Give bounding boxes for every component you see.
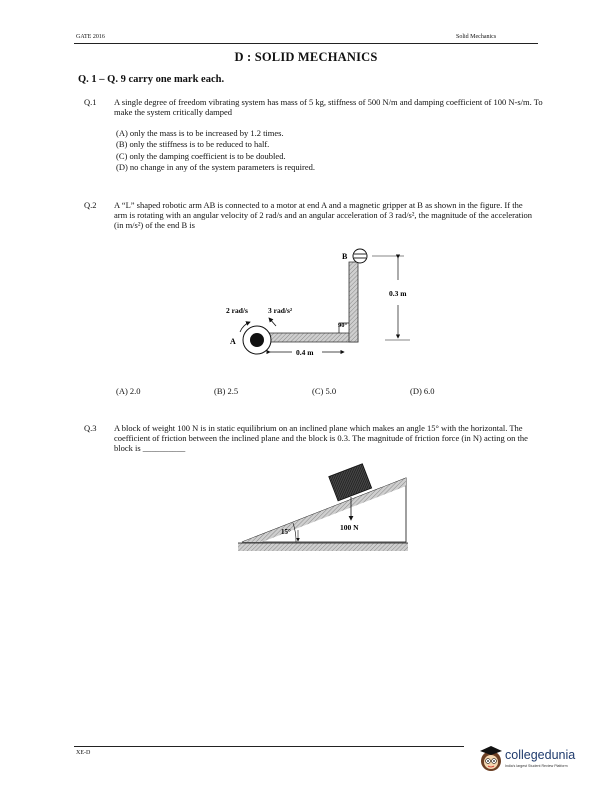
q2-option-c: (C) 5.0 bbox=[312, 386, 337, 396]
footer-rule bbox=[74, 746, 464, 747]
q1-option-b: (B) only the stiffness is to be reduced to half. bbox=[116, 139, 270, 149]
footer-code: XE-D bbox=[76, 750, 91, 756]
question-text-2: A “L” shaped robotic arm AB is connected to a motor at end A and a magnetic gripper at B as shown in the figure. If the arm is rotating with an angular velocity of 2 rad/s and an angular acceleration of 3 rad/s², the magnitude of the acceleration (in m/s²) of the end B is bbox=[114, 200, 532, 230]
q1-option-a: (A) only the mass is to be increased by 1.2 times. bbox=[116, 128, 284, 138]
brand-tagline: India's largest Student Review Platform bbox=[505, 764, 568, 768]
arm-vertical bbox=[349, 262, 358, 342]
label-horizontal-length: 0.4 m bbox=[296, 348, 314, 357]
question-number-1: Q.1 bbox=[84, 97, 97, 107]
q2-option-d: (D) 6.0 bbox=[410, 386, 435, 396]
question-text-3: A block of weight 100 N is in static equilibrium on an inclined plane which makes an angle 15° with the horizontal. The coefficient of friction between the inclined plane and the block is 0.3. The magnitude of friction force (in N) acting on the block is __________ bbox=[114, 423, 528, 453]
label-weight: 100 N bbox=[340, 523, 359, 532]
gripper-b bbox=[353, 249, 367, 263]
label-omega: 2 rad/s bbox=[226, 306, 248, 315]
section-heading: Q. 1 – Q. 9 carry one mark each. bbox=[78, 74, 225, 85]
ground bbox=[238, 543, 408, 551]
arm-horizontal bbox=[258, 333, 358, 342]
mascot-icon bbox=[478, 744, 506, 774]
incline-shade bbox=[242, 478, 406, 542]
question-number-2: Q.2 bbox=[84, 200, 97, 210]
header-left: GATE 2016 bbox=[76, 34, 105, 40]
header-right: Solid Mechanics bbox=[456, 34, 497, 40]
q1-option-c: (C) only the damping coefficient is to be doubled. bbox=[116, 151, 286, 161]
brand-name: collegedunia bbox=[505, 748, 576, 762]
q2-option-b: (B) 2.5 bbox=[214, 386, 239, 396]
motor-inner bbox=[250, 333, 264, 347]
question-text-1: A single degree of freedom vibrating system has mass of 5 kg, stiffness of 500 N/m and damping coefficient of 100 N-s/m. To make the system critically damped bbox=[114, 97, 543, 117]
q2-option-a: (A) 2.0 bbox=[116, 386, 141, 396]
alpha-arrow bbox=[269, 318, 276, 326]
question-number-3: Q.3 bbox=[84, 423, 97, 433]
brand-logo bbox=[478, 742, 588, 776]
q1-option-d: (D) no change in any of the system parameters is required. bbox=[116, 162, 315, 172]
label-angle: 90° bbox=[338, 322, 348, 329]
label-incline-angle: 15° bbox=[281, 528, 291, 536]
label-a: A bbox=[230, 337, 236, 346]
label-vertical-length: 0.3 m bbox=[389, 289, 407, 298]
label-b: B bbox=[342, 252, 348, 261]
page-title: D : SOLID MECHANICS bbox=[234, 50, 378, 64]
label-alpha: 3 rad/s² bbox=[268, 306, 293, 315]
